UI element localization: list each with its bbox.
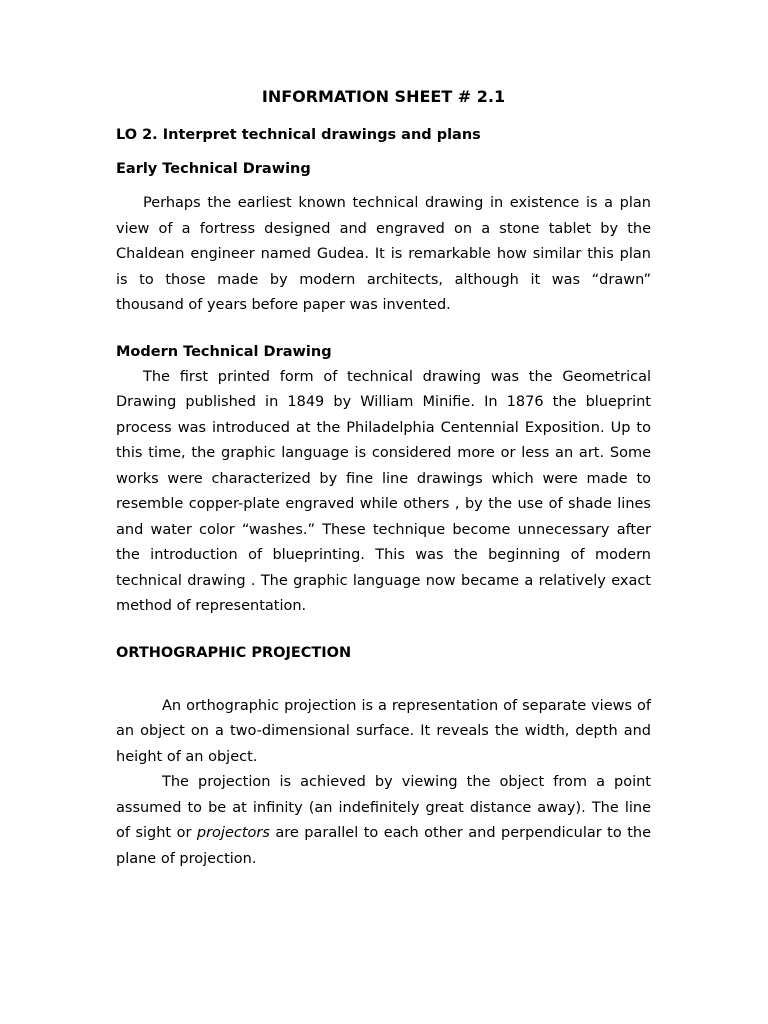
paragraph-early: Perhaps the earliest known technical drawing in existence is a plan view of a fortress designed and engraved on a stone tablet by the Chaldean engineer named Gudea. It is remarkable how similar this plan is to those made by modern architects, although it was “drawn” thousand of years before paper was invented. [116,195,651,313]
document-page [116,86,651,872]
paragraph-orthographic-2-after: are parallel to each other and perpendicular to the plane of projection. [116,825,651,867]
paragraph-modern: The first printed form of technical drawing was the Geometrical Drawing published in 1849 by William Minifie. In 1876 the blueprint process was introduced at the Philadelphia Centennial Exposition. Up to this time, the graphic language is considered more or less an art. Some works were characterized by fine line drawings which were made to resemble copper-plate engraved while others , by the use of shade lines and water color “washes.” These technique become unnecessary after the introduction of blueprinting. This was the beginning of modern technical drawing . The graphic language now became a relatively exact method of representation. [116,368,651,614]
section-heading-modern: Modern Technical Drawing [116,343,332,360]
page-title: INFORMATION SHEET # 2.1 [261,87,506,106]
projectors-emphasis: projectors [196,825,270,841]
section-heading-early: Early Technical Drawing [116,161,311,177]
paragraph-orthographic-2 [116,770,651,872]
learning-outcome-heading: LO 2. Interpret technical drawings and plans [116,127,481,143]
paragraph-orthographic-2-before: The projection is achieved by viewing the object from a point assumed to be at infinity (an indefinitely great distance away). The line of sight or [116,774,651,841]
section-heading-orthographic: ORTHOGRAPHIC PROJECTION [116,644,352,661]
paragraph-orthographic-1: An orthographic projection is a representation of separate views of an object on a two-dimensional surface. It reveals the width, depth and height of an object. [116,697,651,765]
